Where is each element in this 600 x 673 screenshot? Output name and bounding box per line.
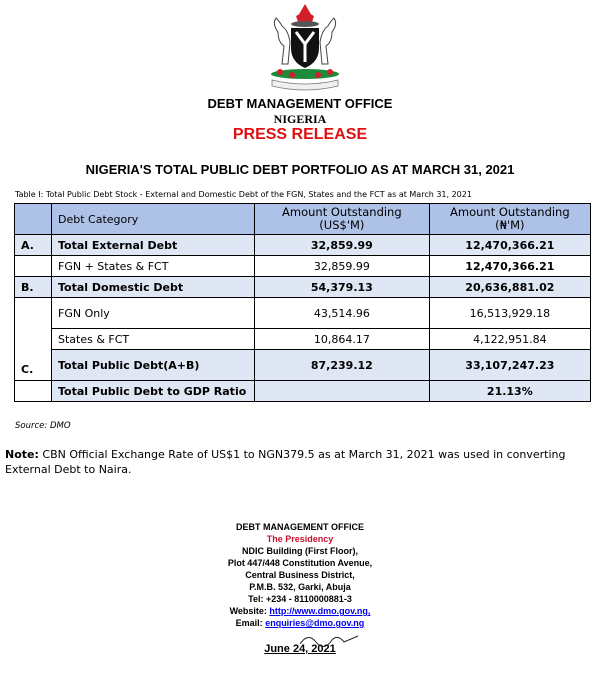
website-label: Website: (229, 606, 270, 616)
table-row (15, 277, 591, 298)
row-amount-usd: 43,514.96 (255, 298, 430, 329)
note-label: Note: (5, 448, 39, 461)
footer-website-line (0, 605, 600, 617)
row-category: States & FCT (52, 329, 255, 350)
row-category: Total External Debt (52, 235, 255, 256)
row-section: C. (15, 298, 52, 381)
row-amount-ngn: 12,470,366.21 (429, 235, 590, 256)
row-section (15, 256, 52, 277)
row-amount-ngn: 12,470,366.21 (429, 256, 590, 277)
debt-table (14, 203, 591, 402)
website-link[interactable]: http://www.dmo.gov.ng, (269, 606, 371, 616)
row-section: B. (15, 277, 52, 298)
row-amount-ngn: 20,636,881.02 (429, 277, 590, 298)
document-title: NIGERIA'S TOTAL PUBLIC DEBT PORTFOLIO AS AT MARCH 31, 2021 (85, 162, 515, 177)
exchange-rate-note (5, 447, 595, 477)
footer-district: Central Business District, (245, 570, 355, 580)
header-amount-ngn: Amount Outstanding (₦'M) (429, 204, 590, 235)
press-release-heading: PRESS RELEASE (232, 126, 368, 143)
row-amount-usd (255, 381, 430, 402)
row-amount-ngn: 4,122,951.84 (429, 329, 590, 350)
row-category: Total Public Debt to GDP Ratio (52, 381, 255, 402)
table-row (15, 329, 591, 350)
footer-tel: Tel: +234 - 8110000881-3 (248, 594, 352, 604)
table-caption: Table I: Total Public Debt Stock - External and Domestic Debt of the FGN, States and the FCT as at March 31, 2021 (15, 190, 472, 199)
note-text: CBN Official Exchange Rate of US$1 to NGN379.5 as at March 31, 2021 was used in converting External Debt to Naira. (5, 448, 566, 476)
row-amount-usd: 87,239.12 (255, 350, 430, 381)
footer-pmb: P.M.B. 532, Garki, Abuja (249, 582, 351, 592)
table-header-section (15, 204, 52, 235)
office-heading: DEBT MANAGEMENT OFFICE (207, 96, 393, 111)
table-row (15, 298, 591, 329)
header-amount-usd: Amount Outstanding (US$'M) (255, 204, 430, 235)
footer-email-line (0, 617, 600, 629)
email-link[interactable]: enquiries@dmo.gov.ng (265, 618, 365, 628)
header-debt-category: Debt Category (52, 204, 255, 235)
row-category: Total Public Debt(A+B) (52, 350, 255, 381)
row-amount-usd: 32,859.99 (255, 256, 430, 277)
table-row (15, 235, 591, 256)
row-amount-ngn: 16,513,929.18 (429, 298, 590, 329)
row-amount-usd: 10,864.17 (255, 329, 430, 350)
table-row (15, 256, 591, 277)
row-section: A. (15, 235, 52, 256)
email-label: Email: (235, 618, 266, 628)
row-amount-ngn: 21.13% (429, 381, 590, 402)
table-row (15, 350, 591, 381)
table-row (15, 381, 591, 402)
row-category: FGN + States & FCT (52, 256, 255, 277)
footer-plot: Plot 447/448 Constitution Avenue, (227, 558, 373, 568)
table-header-row (15, 204, 591, 235)
footer-building: NDIC Building (First Floor), (242, 546, 358, 556)
signature-icon (298, 630, 368, 650)
row-amount-usd: 32,859.99 (255, 235, 430, 256)
row-category: FGN Only (52, 298, 255, 329)
row-category: Total Domestic Debt (52, 277, 255, 298)
country-heading: NIGERIA (273, 112, 327, 126)
coat-of-arms-icon (258, 2, 352, 92)
footer-office: DEBT MANAGEMENT OFFICE (236, 522, 364, 532)
row-section (15, 381, 52, 402)
release-date: June 24, 2021 (264, 643, 336, 655)
source-note: Source: DMO (15, 421, 71, 431)
row-amount-usd: 54,379.13 (255, 277, 430, 298)
row-amount-ngn: 33,107,247.23 (429, 350, 590, 381)
footer-presidency: The Presidency (266, 534, 334, 544)
